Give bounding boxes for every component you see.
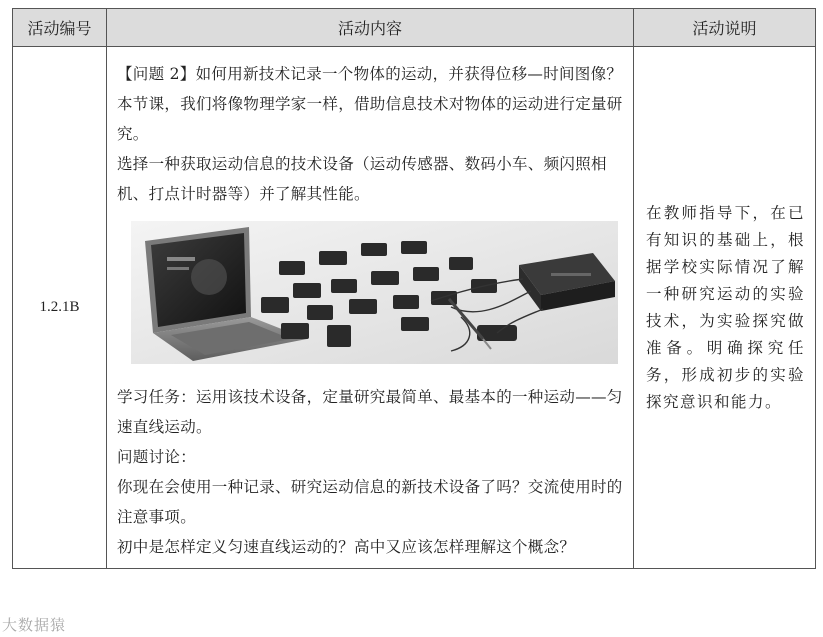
- header-activity-content: 活动内容: [107, 9, 634, 47]
- header-activity-note: 活动说明: [634, 9, 816, 47]
- watermark: 大数据猿: [2, 616, 67, 634]
- task-paragraph: 学习任务：运用该技术设备，定量研究最简单、最基本的一种运动——匀速直线运动。: [117, 388, 623, 436]
- table-row: [13, 47, 816, 569]
- intro-paragraph: 本节课，我们将像物理学家一样，借助信息技术对物体的运动进行定量研究。: [117, 95, 623, 143]
- header-row: [13, 9, 816, 47]
- device-paragraph: 选择一种获取运动信息的技术设备（运动传感器、数码小车、频闪照相机、打点计时器等）并了解其性能。: [117, 155, 607, 203]
- activity-id-cell: 1.2.1B: [13, 47, 107, 569]
- equipment-photo: [131, 221, 618, 364]
- activity-table: [12, 8, 816, 569]
- discussion-question-2: 初中是怎样定义匀速直线运动的？高中又应该怎样理解这个概念？: [117, 538, 576, 556]
- activity-note-cell: 在教师指导下，在已有知识的基础上，根据学校实际情况了解一种研究运动的实验技术，为实验探究做准备。明确探究任务，形成初步的实验探究意识和能力。: [634, 47, 816, 569]
- activity-content-cell: [107, 47, 634, 569]
- discussion-label: 问题讨论：: [117, 448, 197, 466]
- discussion-question-1: 你现在会使用一种记录、研究运动信息的新技术设备了吗？交流使用时的注意事项。: [117, 478, 623, 526]
- header-activity-id: 活动编号: [13, 9, 107, 47]
- question-paragraph: 【问题 2】如何用新技术记录一个物体的运动，并获得位移—时间图像？: [117, 65, 623, 83]
